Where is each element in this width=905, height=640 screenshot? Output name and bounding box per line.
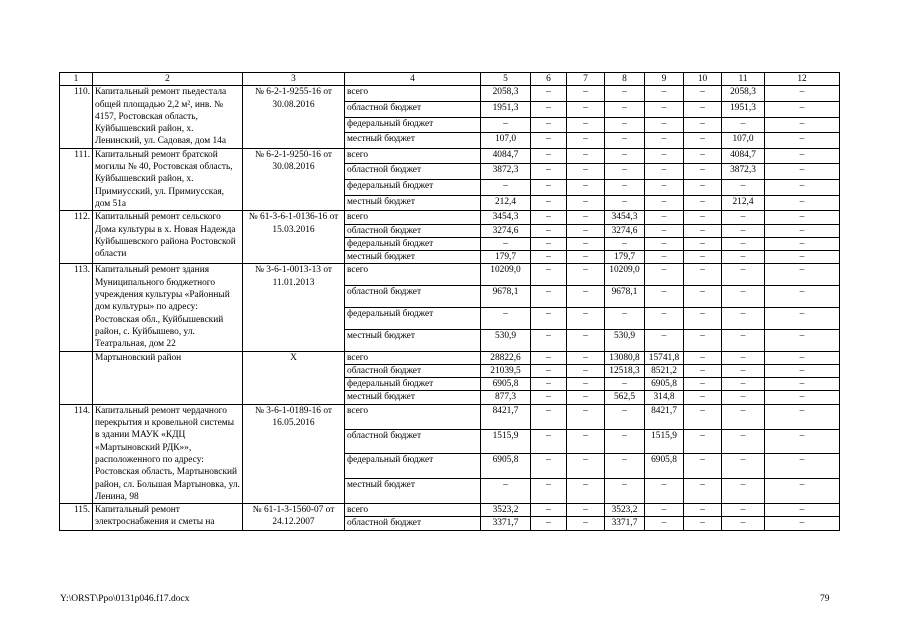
budget-source: местный бюджет	[345, 329, 481, 351]
amount-cell: –	[531, 148, 567, 164]
document-ref: № 61-1-3-1560-07 от 24.12.2007	[243, 504, 345, 531]
amount-cell: –	[722, 364, 765, 377]
amount-cell: –	[765, 195, 840, 211]
amount-cell: –	[645, 264, 684, 286]
amount-cell: 8421,7	[481, 404, 531, 429]
amount-cell: –	[531, 133, 567, 149]
header-cell: 1	[60, 73, 93, 86]
amount-cell: –	[531, 286, 567, 308]
amount-cell: –	[645, 307, 684, 329]
amount-cell: 28822,6	[481, 351, 531, 364]
budget-source: местный бюджет	[345, 251, 481, 264]
document-ref: № 3-6-1-0013-13 от 11.01.2013	[243, 264, 345, 351]
amount-cell: –	[645, 211, 684, 224]
amount-cell: –	[567, 195, 605, 211]
amount-cell: 3274,6	[481, 224, 531, 237]
budget-source: всего	[345, 211, 481, 224]
amount-cell: –	[567, 237, 605, 250]
amount-cell: –	[684, 454, 722, 479]
budget-source: всего	[345, 148, 481, 164]
amount-cell: 13080,8	[605, 351, 645, 364]
amount-cell: –	[645, 286, 684, 308]
amount-cell: 179,7	[481, 251, 531, 264]
object-name: Капитальный ремонт пьедестала общей площадью 2,2 м², инв. № 4157, Ростовская область, Куйбышевский район, х. Ленинский, ул. Садовая, дом 14а	[93, 86, 243, 148]
amount-cell: –	[531, 180, 567, 196]
amount-cell: –	[765, 286, 840, 308]
row-number: 115.	[60, 504, 93, 531]
budget-source: местный бюджет	[345, 479, 481, 504]
amount-cell: –	[684, 148, 722, 164]
row-number: 112.	[60, 211, 93, 264]
amount-cell: –	[531, 195, 567, 211]
amount-cell: –	[605, 307, 645, 329]
amount-cell: –	[684, 307, 722, 329]
amount-cell: –	[684, 180, 722, 196]
amount-cell: –	[722, 264, 765, 286]
amount-cell: –	[531, 251, 567, 264]
header-cell: 5	[481, 73, 531, 86]
budget-source: областной бюджет	[345, 429, 481, 454]
budget-source: всего	[345, 404, 481, 429]
amount-cell: –	[531, 264, 567, 286]
header-cell: 6	[531, 73, 567, 86]
amount-cell: –	[765, 211, 840, 224]
amount-cell: –	[645, 504, 684, 517]
amount-cell: 2058,3	[722, 86, 765, 102]
amount-cell: 530,9	[605, 329, 645, 351]
amount-cell: 9678,1	[605, 286, 645, 308]
amount-cell: 3454,3	[605, 211, 645, 224]
header-cell: 8	[605, 73, 645, 86]
table-body	[60, 73, 840, 531]
budget-source: федеральный бюджет	[345, 180, 481, 196]
amount-cell: –	[567, 251, 605, 264]
amount-cell: –	[567, 148, 605, 164]
amount-cell: –	[567, 329, 605, 351]
amount-cell: –	[567, 517, 605, 530]
amount-cell: 314,8	[645, 391, 684, 404]
amount-cell: –	[765, 148, 840, 164]
amount-cell: –	[765, 86, 840, 102]
amount-cell: 21039,5	[481, 364, 531, 377]
amount-cell: 15741,8	[645, 351, 684, 364]
amount-cell: –	[531, 364, 567, 377]
amount-cell: 8521,2	[645, 364, 684, 377]
amount-cell: –	[567, 391, 605, 404]
amount-cell: –	[765, 351, 840, 364]
amount-cell: –	[765, 454, 840, 479]
amount-cell: –	[684, 404, 722, 429]
amount-cell: –	[722, 329, 765, 351]
amount-cell: –	[645, 517, 684, 530]
amount-cell: –	[567, 479, 605, 504]
amount-cell: –	[722, 429, 765, 454]
amount-cell: –	[567, 429, 605, 454]
amount-cell: 107,0	[722, 133, 765, 149]
amount-cell: 3872,3	[722, 164, 765, 180]
header-cell: 4	[345, 73, 481, 86]
amount-cell: –	[567, 286, 605, 308]
amount-cell: 530,9	[481, 329, 531, 351]
amount-cell: –	[765, 237, 840, 250]
amount-cell: 3523,2	[481, 504, 531, 517]
amount-cell: –	[645, 180, 684, 196]
amount-cell: –	[722, 251, 765, 264]
amount-cell: –	[684, 429, 722, 454]
row-number	[60, 351, 93, 404]
amount-cell: 3371,7	[481, 517, 531, 530]
amount-cell: 6905,8	[645, 454, 684, 479]
amount-cell: –	[645, 195, 684, 211]
amount-cell: –	[765, 329, 840, 351]
amount-cell: –	[722, 378, 765, 391]
amount-cell: –	[567, 224, 605, 237]
amount-cell: –	[531, 164, 567, 180]
amount-cell: –	[531, 237, 567, 250]
amount-cell: 6905,8	[645, 378, 684, 391]
object-name: Капитальный ремонт братской могилы № 40, Ростовская область, Куйбышевский район, х. Примиусский, ул. Примиусская, дом 51а	[93, 148, 243, 210]
amount-cell: –	[722, 224, 765, 237]
amount-cell: –	[531, 211, 567, 224]
document-ref: X	[243, 351, 345, 404]
amount-cell: 4084,7	[481, 148, 531, 164]
amount-cell: –	[645, 133, 684, 149]
amount-cell: –	[684, 117, 722, 133]
amount-cell: –	[481, 479, 531, 504]
amount-cell: 6905,8	[481, 454, 531, 479]
amount-cell: –	[765, 133, 840, 149]
table-row	[60, 264, 840, 286]
document-ref: № 3-6-1-0189-16 от 16.05.2016	[243, 404, 345, 503]
amount-cell: –	[531, 307, 567, 329]
budget-source: федеральный бюджет	[345, 117, 481, 133]
document-ref: № 6-2-1-9255-16 от 30.08.2016	[243, 86, 345, 148]
amount-cell: –	[765, 251, 840, 264]
amount-cell: –	[722, 211, 765, 224]
amount-cell: 12518,3	[605, 364, 645, 377]
amount-cell: –	[531, 404, 567, 429]
amount-cell: –	[567, 378, 605, 391]
amount-cell: –	[765, 264, 840, 286]
budget-source: федеральный бюджет	[345, 237, 481, 250]
amount-cell: –	[765, 307, 840, 329]
amount-cell: –	[567, 504, 605, 517]
amount-cell: –	[765, 391, 840, 404]
header-cell: 11	[722, 73, 765, 86]
amount-cell: –	[684, 364, 722, 377]
header-row	[60, 73, 840, 86]
amount-cell: –	[605, 117, 645, 133]
table-row	[60, 504, 840, 517]
amount-cell: –	[645, 237, 684, 250]
amount-cell: –	[765, 224, 840, 237]
amount-cell: 6905,8	[481, 378, 531, 391]
amount-cell: –	[684, 517, 722, 530]
amount-cell: –	[605, 180, 645, 196]
amount-cell: –	[645, 86, 684, 102]
amount-cell: –	[567, 364, 605, 377]
row-number: 114.	[60, 404, 93, 503]
amount-cell: –	[765, 378, 840, 391]
amount-cell: –	[605, 237, 645, 250]
table-row	[60, 404, 840, 429]
amount-cell: –	[684, 351, 722, 364]
row-number: 110.	[60, 86, 93, 148]
amount-cell: –	[531, 517, 567, 530]
amount-cell: –	[684, 329, 722, 351]
amount-cell: –	[684, 195, 722, 211]
amount-cell: 877,3	[481, 391, 531, 404]
amount-cell: –	[567, 307, 605, 329]
amount-cell: –	[605, 378, 645, 391]
amount-cell: –	[765, 180, 840, 196]
amount-cell: –	[605, 148, 645, 164]
object-name: Капитальный ремонт здания Муниципального бюджетного учреждения культуры «Районный дом культуры» по адресу: Ростовская обл., Куйбышевский район, с. Куйбышево, ул. Театральная, дом 22	[93, 264, 243, 351]
amount-cell: –	[684, 264, 722, 286]
amount-cell: –	[481, 307, 531, 329]
amount-cell: –	[605, 195, 645, 211]
header-cell: 12	[765, 73, 840, 86]
budget-source: областной бюджет	[345, 164, 481, 180]
amount-cell: –	[645, 329, 684, 351]
amount-cell: –	[684, 224, 722, 237]
amount-cell: –	[531, 378, 567, 391]
amount-cell: 179,7	[605, 251, 645, 264]
amount-cell: –	[567, 454, 605, 479]
amount-cell: –	[765, 117, 840, 133]
header-cell: 10	[684, 73, 722, 86]
row-number: 113.	[60, 264, 93, 351]
document-ref: № 61-3-6-1-0136-16 от 15.03.2016	[243, 211, 345, 264]
amount-cell: –	[481, 117, 531, 133]
amount-cell: –	[567, 351, 605, 364]
budget-source: местный бюджет	[345, 195, 481, 211]
object-name: Капитальный ремонт электроснабжения и сметы на	[93, 504, 243, 531]
budget-source: областной бюджет	[345, 286, 481, 308]
object-name: Капитальный ремонт сельского Дома культуры в х. Новая Надежда Куйбышевского района Ростовской области	[93, 211, 243, 264]
amount-cell: 1951,3	[481, 101, 531, 117]
amount-cell: –	[722, 117, 765, 133]
amount-cell: –	[722, 391, 765, 404]
table-row	[60, 351, 840, 364]
object-name: Мартыновский район	[93, 351, 243, 404]
amount-cell: –	[645, 479, 684, 504]
budget-source: всего	[345, 264, 481, 286]
amount-cell: –	[531, 86, 567, 102]
amount-cell: –	[765, 479, 840, 504]
amount-cell: –	[605, 164, 645, 180]
amount-cell: –	[722, 237, 765, 250]
amount-cell: 2058,3	[481, 86, 531, 102]
amount-cell: –	[531, 329, 567, 351]
budget-table	[59, 72, 840, 531]
amount-cell: –	[567, 133, 605, 149]
amount-cell: –	[722, 286, 765, 308]
amount-cell: 3454,3	[481, 211, 531, 224]
amount-cell: –	[722, 479, 765, 504]
amount-cell: 10209,0	[605, 264, 645, 286]
amount-cell: –	[684, 164, 722, 180]
amount-cell: –	[722, 404, 765, 429]
amount-cell: –	[722, 504, 765, 517]
amount-cell: –	[567, 86, 605, 102]
amount-cell: –	[531, 351, 567, 364]
amount-cell: –	[645, 251, 684, 264]
amount-cell: –	[722, 517, 765, 530]
budget-source: всего	[345, 504, 481, 517]
amount-cell: 3274,6	[605, 224, 645, 237]
budget-source: областной бюджет	[345, 101, 481, 117]
row-number: 111.	[60, 148, 93, 210]
amount-cell: 3371,7	[605, 517, 645, 530]
amount-cell: –	[684, 86, 722, 102]
amount-cell: –	[531, 504, 567, 517]
budget-source: областной бюджет	[345, 364, 481, 377]
amount-cell: –	[531, 454, 567, 479]
amount-cell: 212,4	[481, 195, 531, 211]
amount-cell: –	[605, 429, 645, 454]
amount-cell: –	[684, 211, 722, 224]
amount-cell: –	[531, 224, 567, 237]
amount-cell: –	[567, 211, 605, 224]
amount-cell: –	[645, 117, 684, 133]
amount-cell: –	[765, 364, 840, 377]
amount-cell: –	[684, 378, 722, 391]
budget-source: федеральный бюджет	[345, 378, 481, 391]
table-row	[60, 211, 840, 224]
amount-cell: –	[531, 101, 567, 117]
amount-cell: –	[645, 164, 684, 180]
amount-cell: –	[605, 404, 645, 429]
amount-cell: –	[531, 479, 567, 504]
amount-cell: 1515,9	[481, 429, 531, 454]
amount-cell: –	[531, 391, 567, 404]
amount-cell: –	[684, 251, 722, 264]
budget-source: областной бюджет	[345, 224, 481, 237]
amount-cell: –	[765, 404, 840, 429]
object-name: Капитальный ремонт чердачного перекрытия и кровельной системы в здании МАУК «КДЦ «Мартыновский РДК»», расположенного по адресу: Ростовская область, Мартыновский район, сл. Большая Мартыновка, ул. Ленина, 98	[93, 404, 243, 503]
amount-cell: 1515,9	[645, 429, 684, 454]
amount-cell: –	[605, 101, 645, 117]
amount-cell: –	[765, 164, 840, 180]
amount-cell: –	[645, 101, 684, 117]
amount-cell: –	[765, 429, 840, 454]
header-cell: 9	[645, 73, 684, 86]
amount-cell: 9678,1	[481, 286, 531, 308]
amount-cell: 3872,3	[481, 164, 531, 180]
amount-cell: –	[765, 101, 840, 117]
amount-cell: –	[722, 454, 765, 479]
amount-cell: –	[684, 101, 722, 117]
budget-source: федеральный бюджет	[345, 454, 481, 479]
amount-cell: –	[567, 264, 605, 286]
budget-source: федеральный бюджет	[345, 307, 481, 329]
amount-cell: 8421,7	[645, 404, 684, 429]
amount-cell: 4084,7	[722, 148, 765, 164]
amount-cell: –	[684, 286, 722, 308]
amount-cell: –	[765, 504, 840, 517]
amount-cell: –	[684, 237, 722, 250]
amount-cell: –	[567, 180, 605, 196]
amount-cell: –	[605, 479, 645, 504]
amount-cell: 562,5	[605, 391, 645, 404]
table-row	[60, 148, 840, 164]
amount-cell: –	[645, 224, 684, 237]
amount-cell: –	[765, 517, 840, 530]
document-ref: № 6-2-1-9250-16 от 30.08.2016	[243, 148, 345, 210]
amount-cell: –	[531, 429, 567, 454]
amount-cell: –	[684, 504, 722, 517]
header-cell: 3	[243, 73, 345, 86]
amount-cell: –	[722, 307, 765, 329]
budget-source: областной бюджет	[345, 517, 481, 530]
amount-cell: –	[567, 164, 605, 180]
amount-cell: –	[645, 148, 684, 164]
budget-source: местный бюджет	[345, 133, 481, 149]
amount-cell: 10209,0	[481, 264, 531, 286]
amount-cell: –	[684, 391, 722, 404]
page-number: 79	[820, 594, 830, 604]
table-row	[60, 86, 840, 102]
budget-source: всего	[345, 86, 481, 102]
amount-cell: –	[567, 404, 605, 429]
amount-cell: –	[531, 117, 567, 133]
budget-source: местный бюджет	[345, 391, 481, 404]
amount-cell: 3523,2	[605, 504, 645, 517]
amount-cell: –	[481, 237, 531, 250]
amount-cell: –	[722, 351, 765, 364]
amount-cell: 212,4	[722, 195, 765, 211]
amount-cell: –	[605, 133, 645, 149]
amount-cell: –	[605, 86, 645, 102]
file-path: Y:\ORST\Ppo\0131p046.f17.docx	[60, 594, 190, 604]
amount-cell: –	[481, 180, 531, 196]
amount-cell: –	[722, 180, 765, 196]
amount-cell: –	[567, 101, 605, 117]
header-cell: 2	[93, 73, 243, 86]
budget-source: всего	[345, 351, 481, 364]
amount-cell: –	[605, 454, 645, 479]
amount-cell: 1951,3	[722, 101, 765, 117]
amount-cell: 107,0	[481, 133, 531, 149]
header-cell: 7	[567, 73, 605, 86]
amount-cell: –	[567, 117, 605, 133]
amount-cell: –	[684, 133, 722, 149]
amount-cell: –	[684, 479, 722, 504]
